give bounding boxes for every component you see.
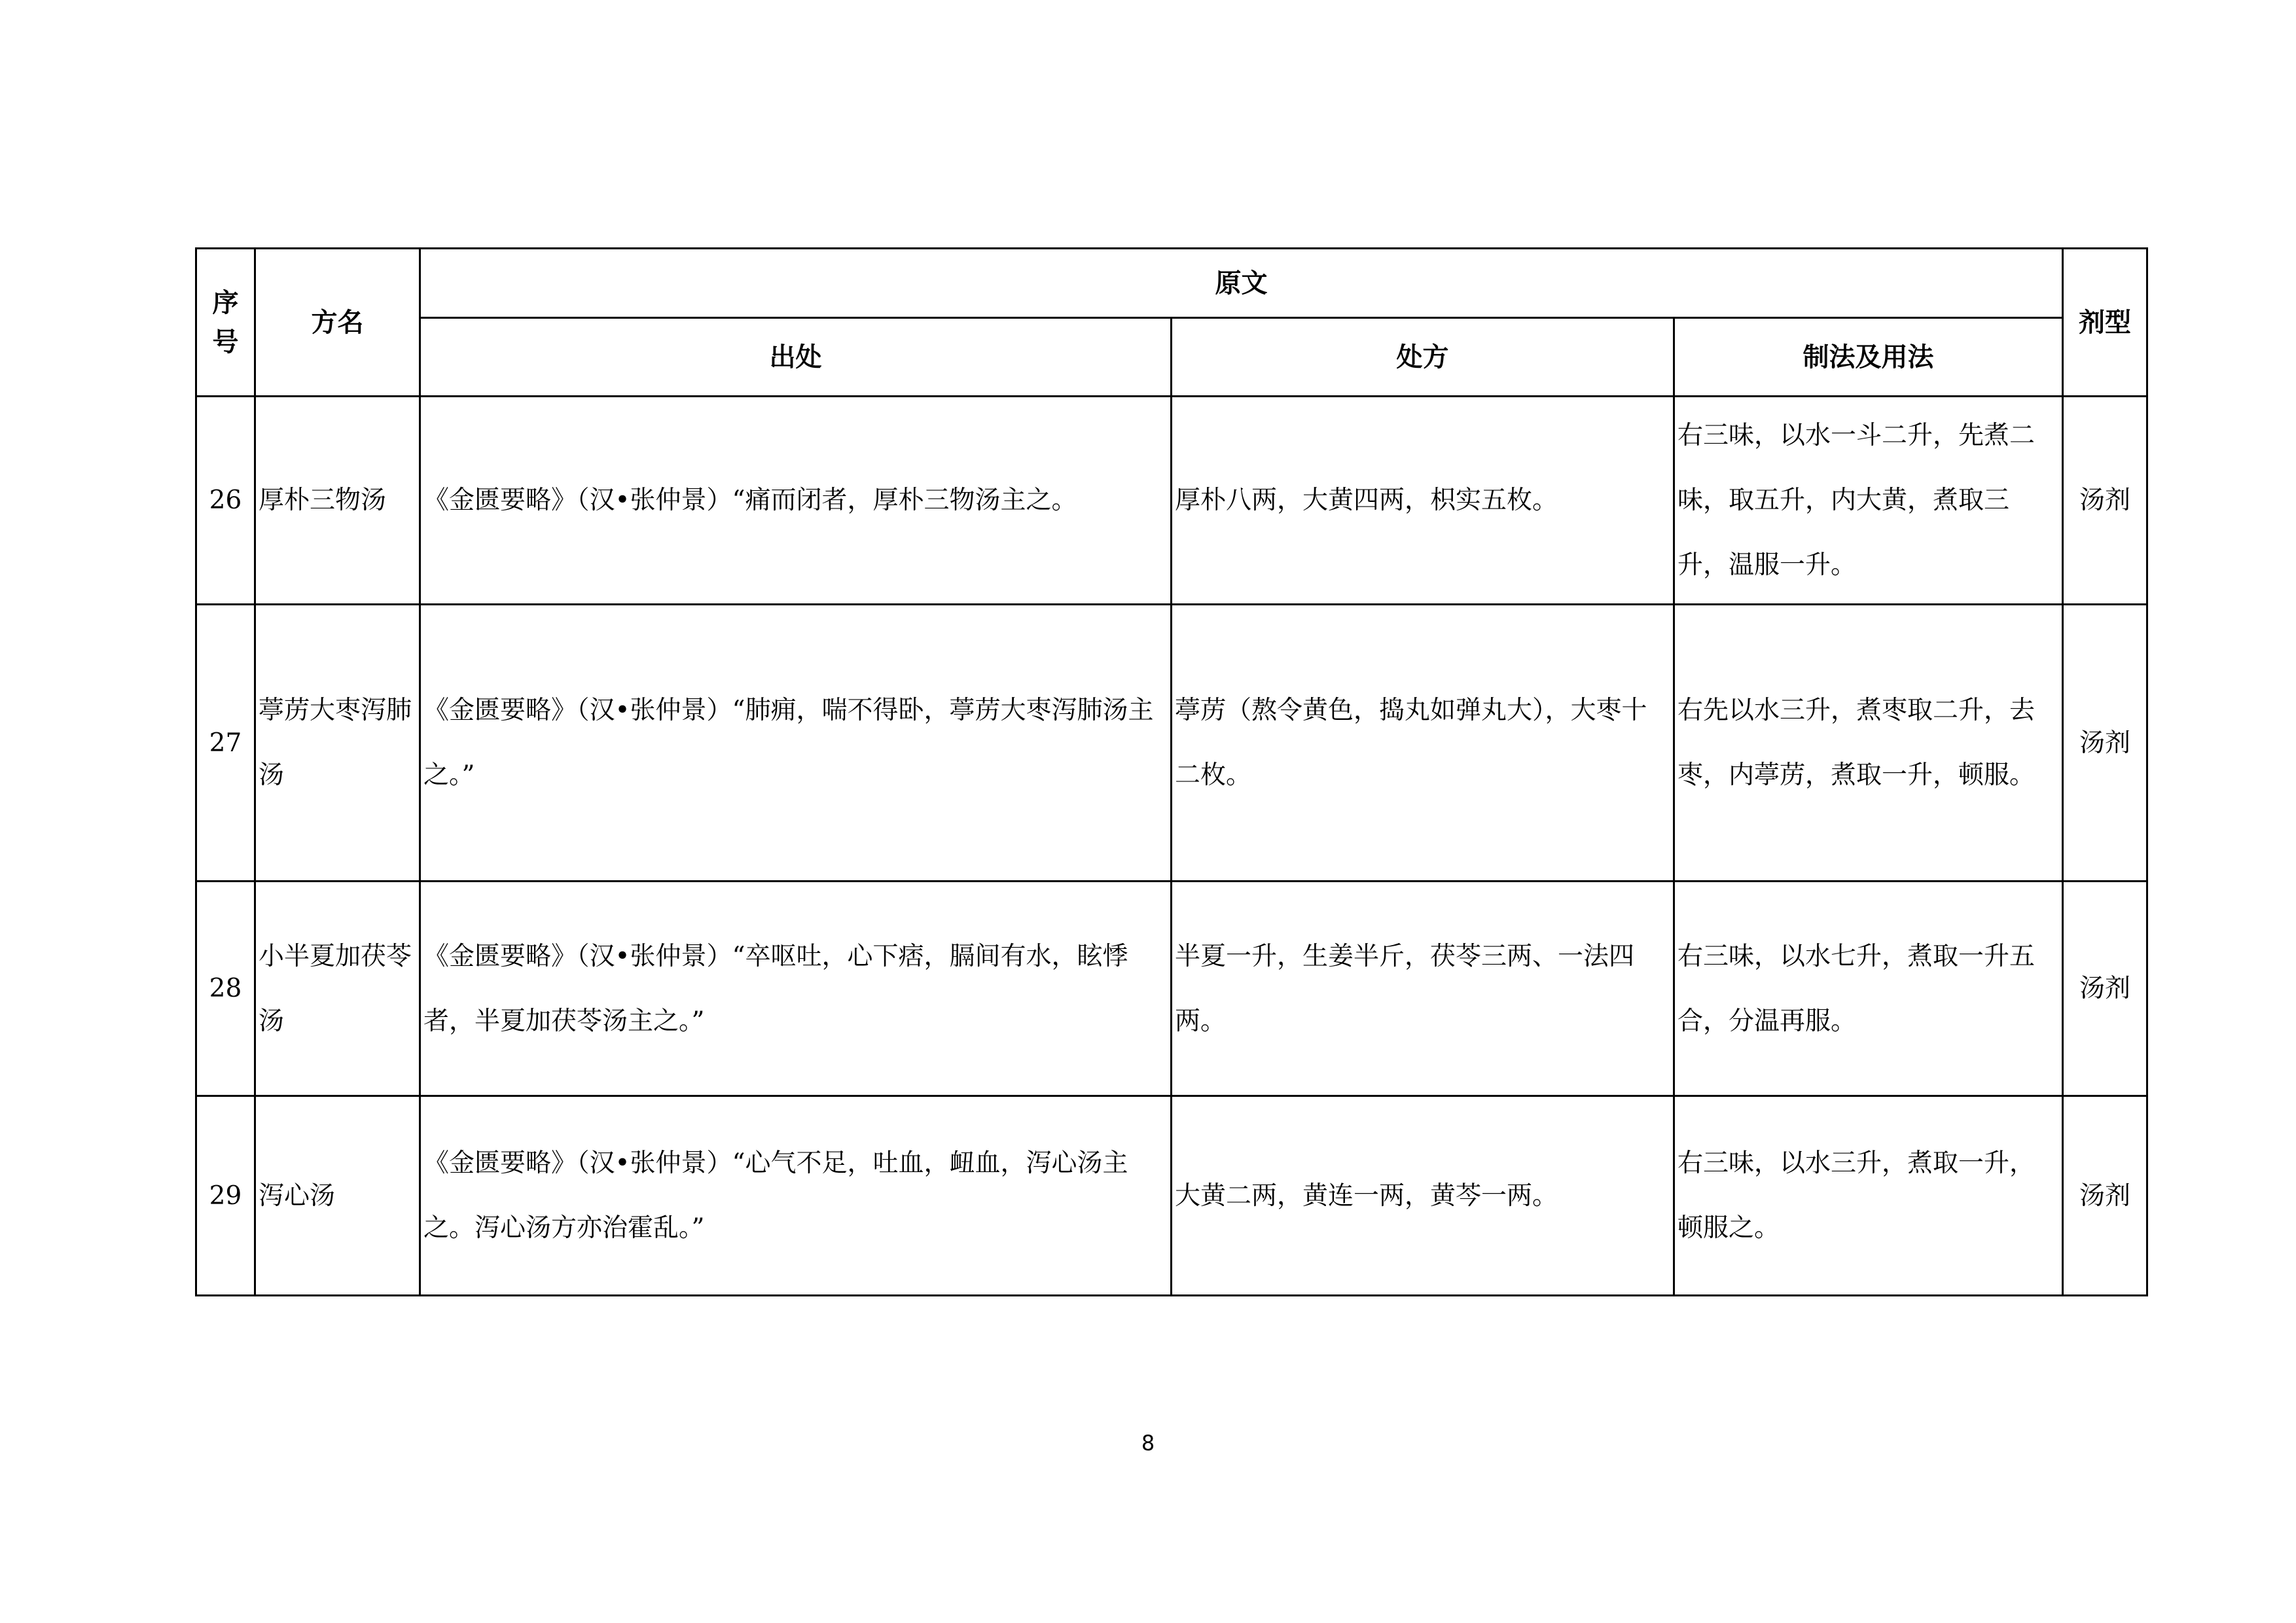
row-seq: 26 — [196, 397, 255, 605]
row-source: 《金匮要略》（汉•张仲景）“心气不足，吐血，衄血，泻心汤主之。泻心汤方亦治霍乱。” — [420, 1096, 1172, 1296]
row-name: 葶苈大枣泻肺汤 — [255, 605, 420, 882]
row-prescription: 厚朴八两，大黄四两，枳实五枚。 — [1172, 397, 1674, 605]
row-source: 《金匮要略》（汉•张仲景）“痛而闭者，厚朴三物汤主之。 — [420, 397, 1172, 605]
row-name: 小半夏加茯苓汤 — [255, 882, 420, 1096]
table-row — [196, 397, 2147, 605]
table-row — [196, 1096, 2147, 1296]
row-prescription: 大黄二两，黄连一两，黄芩一两。 — [1172, 1096, 1674, 1296]
table-row — [196, 605, 2147, 882]
row-prescription: 葶苈（熬令黄色，捣丸如弹丸大），大枣十二枚。 — [1172, 605, 1674, 882]
formula-table — [195, 247, 2148, 1296]
table-header — [196, 249, 2147, 397]
header-original: 原文 — [420, 249, 2063, 318]
row-dosage-form: 汤剂 — [2063, 1096, 2147, 1296]
page-number: 8 — [1141, 1431, 1155, 1455]
header-prescription: 处方 — [1172, 318, 1674, 397]
row-prescription: 半夏一升，生姜半斤，茯苓三两、一法四两。 — [1172, 882, 1674, 1096]
row-method: 右三味，以水七升，煮取一升五合，分温再服。 — [1674, 882, 2063, 1096]
header-source: 出处 — [420, 318, 1172, 397]
row-dosage-form: 汤剂 — [2063, 605, 2147, 882]
row-name: 厚朴三物汤 — [255, 397, 420, 605]
row-dosage-form: 汤剂 — [2063, 882, 2147, 1096]
header-method: 制法及用法 — [1674, 318, 2063, 397]
row-method: 右三味，以水一斗二升，先煮二味，取五升，内大黄，煮取三升，温服一升。 — [1674, 397, 2063, 605]
row-seq: 29 — [196, 1096, 255, 1296]
row-seq: 28 — [196, 882, 255, 1096]
row-method: 右三味，以水三升，煮取一升，顿服之。 — [1674, 1096, 2063, 1296]
header-dosage-form: 剂型 — [2063, 249, 2147, 397]
header-seq: 序号 — [196, 249, 255, 397]
row-seq: 27 — [196, 605, 255, 882]
header-name: 方名 — [255, 249, 420, 397]
row-name: 泻心汤 — [255, 1096, 420, 1296]
row-source: 《金匮要略》（汉•张仲景）“肺痈，喘不得卧，葶苈大枣泻肺汤主之。” — [420, 605, 1172, 882]
row-dosage-form: 汤剂 — [2063, 397, 2147, 605]
row-source: 《金匮要略》（汉•张仲景）“卒呕吐，心下痞，膈间有水，眩悸者，半夏加茯苓汤主之。” — [420, 882, 1172, 1096]
table-row — [196, 882, 2147, 1096]
table-body — [196, 397, 2147, 1296]
row-method: 右先以水三升，煮枣取二升，去枣，内葶苈，煮取一升，顿服。 — [1674, 605, 2063, 882]
